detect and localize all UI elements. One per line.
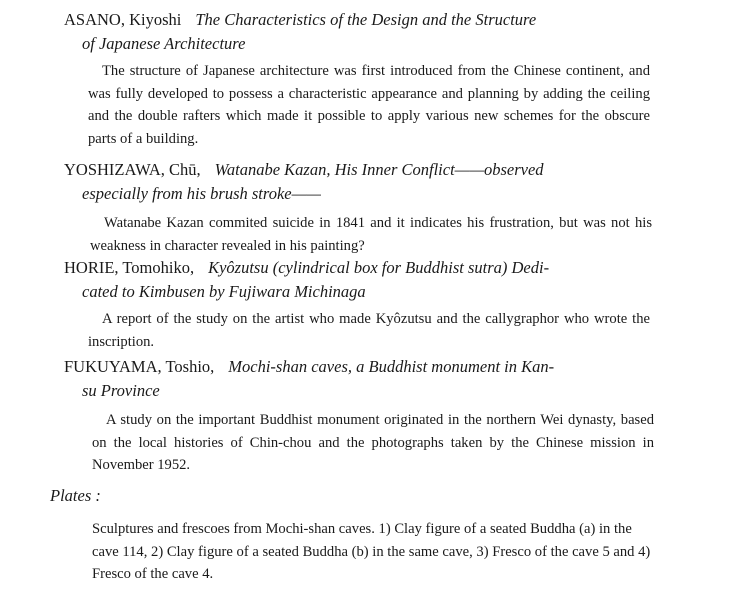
entry-abstract: The structure of Japanese architecture was first introduced from the Chinese continent, and was fully developed to possess a characteristic appearance and planning by adding the ceiling and the double rafters which made it possible to apply various new schemes for the obscure parts of a building. [88,63,650,147]
plates-description: Sculptures and frescoes from Mochi-shan caves. 1) Clay figure of a seated Buddha (a) in the cave 114, 2) Clay figure of a seated Buddha (b) in the same cave, 3) Fresco of the cave 5 and 4) Fresco of the cave 4. [92,521,651,582]
entry-horie [0,256,750,353]
entry-author: FUKUYAMA, Toshio, [64,357,215,376]
entry-title-continued: of Japanese Architecture [82,34,246,53]
entry-title: Mochi-shan caves, a Buddhist monument in Kan- [228,357,555,376]
entry-heading [64,256,664,304]
entry-heading [64,8,664,56]
entry-author: HORIE, Tomohiko, [64,258,195,277]
entry-heading [64,158,664,206]
entry-fukuyama [0,355,750,477]
entry-heading [64,355,664,403]
entry-abstract: Watanabe Kazan commited suicide in 1841 and it indicates his frustration, but was not his weakness in character revealed in his painting? [90,215,652,254]
entry-title-continued: su Province [82,381,160,400]
entry-yoshizawa [0,158,750,257]
entry-title: Watanabe Kazan, His Inner Conflict——observed [214,160,544,179]
entry-title-continued: cated to Kimbusen by Fujiwara Michinaga [82,282,366,301]
entry-title: The Characteristics of the Design and the Structure [195,10,537,29]
plates-heading: Plates : [50,486,101,505]
entry-asano [0,8,750,150]
entry-abstract: A report of the study on the artist who made Kyôzutsu and the callygraphor who wrote the inscription. [88,311,650,350]
entry-author: YOSHIZAWA, Chū, [64,160,201,179]
entry-title: Kyôzutsu (cylindrical box for Buddhist sutra) Dedi- [208,258,550,277]
entry-abstract: A study on the important Buddhist monument originated in the northern Wei dynasty, based on the local histories of Chin-chou and the photographs taken by the Chinese mission in November 1952. [92,412,654,473]
entry-author: ASANO, Kiyoshi [64,10,182,29]
entry-title-continued: especially from his brush stroke—— [82,184,321,203]
